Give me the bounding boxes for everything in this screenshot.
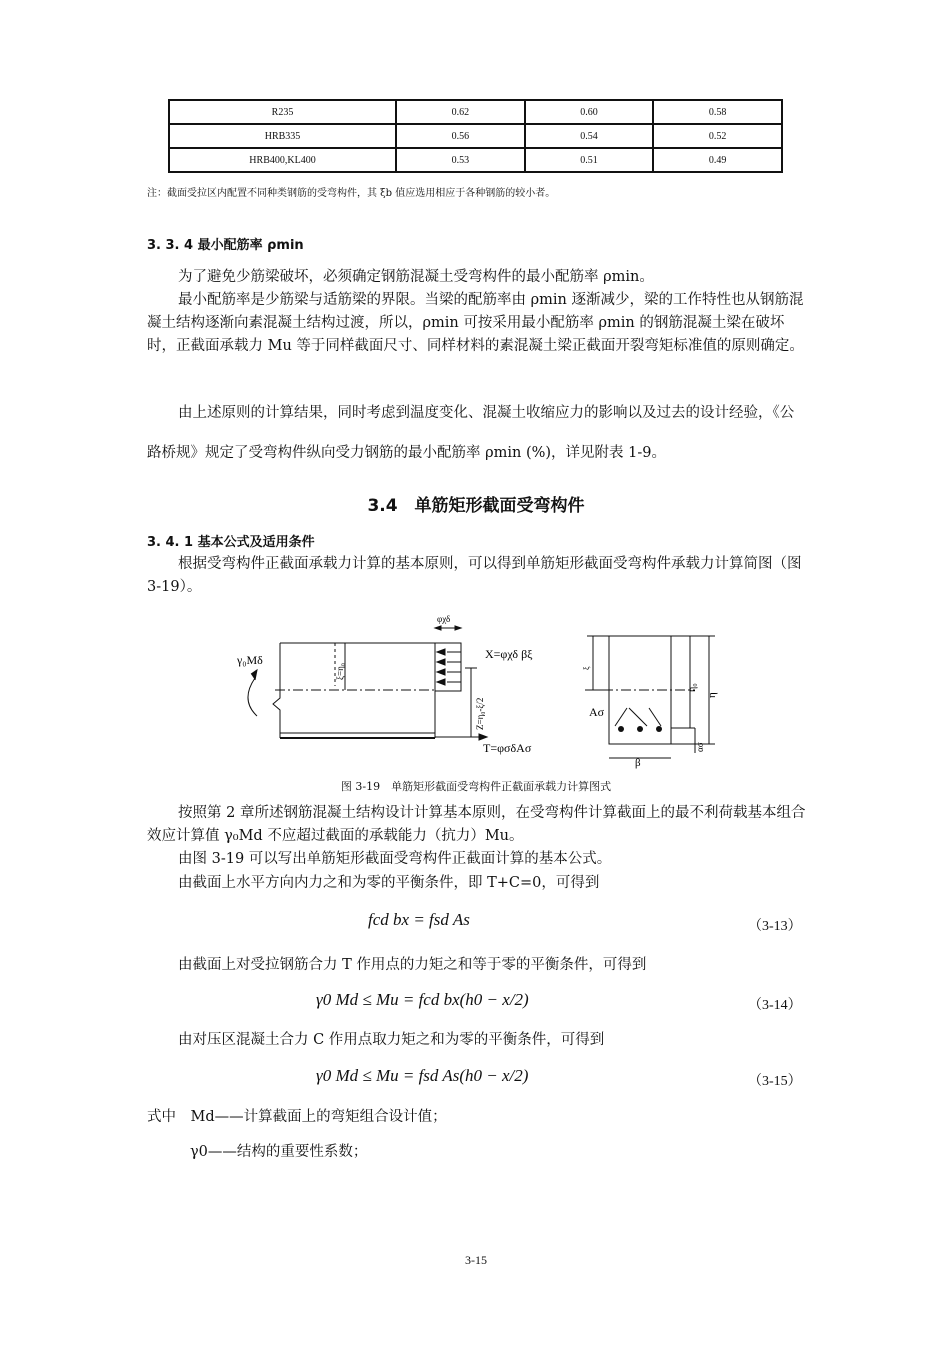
label-top-width: φχδ [437,614,451,624]
label-lever-arm: Z=η₀-ξ/2 [475,697,485,730]
table-cell: 0.58 [653,100,782,124]
section-3-3-4: 3. 3. 4 最小配筋率 ρmin [147,238,304,253]
table-cell: 0.53 [396,148,525,172]
equation-3-14: γ0 Md ≤ Mu = fcd bx(h0 − x/2) [316,990,529,1009]
label-width: β [635,757,641,769]
label-compression-depth: ξ [582,666,591,670]
table-cell: R235 [169,100,396,124]
paragraph-8: 由截面上对受拉钢筋合力 T 作用点的力矩之和等于零的平衡条件，可得到 [178,957,647,973]
paragraph-4: 根据受弯构件正截面承载力计算的基本原则，可以得到单筋矩形截面受弯构件承载力计算简图（图 3-19）。 [147,556,802,595]
label-compression: X=φχδ βξ [485,647,533,661]
table-cell: 0.56 [396,124,525,148]
paragraph-5: 按照第 2 章所述钢筋混凝土结构设计计算基本原则，在受弯构件计算截面上的最不利荷载基本组合效应计算值 γ₀Md 不应超过截面的承载能力（抗力）Mu。 [147,805,806,844]
table-cell: 0.51 [525,148,654,172]
rebars [618,726,662,732]
equation-3-15: γ0 Md ≤ Mu = fsd As(h0 − x/2) [316,1066,529,1085]
table-cell: 0.62 [396,100,525,124]
table-row [169,148,782,172]
cross-section [585,636,715,758]
definition-md: 式中 Md——计算截面上的弯矩组合设计值； [147,1109,447,1125]
figure-3-19 [225,608,725,776]
section-heading-3-4: 3.4 单筋矩形截面受弯构件 [367,496,585,516]
table-cell: 0.52 [653,124,782,148]
steel-ratio-table [168,99,783,173]
table-cell: 0.49 [653,148,782,172]
equation-number-3-15: （3-15） [748,1074,802,1089]
definition-gamma0: γ0——结构的重要性系数； [190,1144,368,1160]
label-steel-area: Aσ [589,705,605,719]
label-moment: γ₀Mδ [237,653,263,667]
paragraph-3: 由上述原则的计算结果，同时考虑到温度变化、混凝土收缩应力的影响以及过去的设计经验，《公路桥规》规定了受弯构件纵向受力钢筋的最小配筋率 ρmin (%)，详见附表 1-9。 [147,405,795,461]
label-effective-height: η₀ [687,683,698,692]
equation-3-13: fcd bx = fsd As [368,910,470,929]
table-cell: 0.54 [525,124,654,148]
table-note: 注：截面受拉区内配置不同种类钢筋的受弯构件，其 ξb 值应选用相应于各种钢筋的较小者。 [147,188,556,199]
section-3-4-1: 3. 4. 1 基本公式及适用条件 [147,535,315,550]
table-cell: HRB335 [169,124,396,148]
table-row [169,124,782,148]
paragraph-2: 最小配筋率是少筋梁与适筋梁的界限。当梁的配筋率由 ρmin 逐渐减少，梁的工作特性也从钢筋混凝土结构逐渐向素混凝土结构过渡，所以，ρmin 可按采用最小配筋率 ρmin 的钢筋混凝土梁在破坏时，正截面承载力 Mu 等于同样截面尺寸、同样材料的素混凝土梁正截面开裂弯矩标准值的原则确定。 [147,292,804,354]
label-tension: T=φσδAσ [483,741,532,755]
page-number: 3-15 [465,1253,487,1267]
paragraph-1: 为了避免少筋梁破坏，必须确定钢筋混凝土受弯构件的最小配筋率 ρmin。 [178,269,654,285]
table-cell: 0.60 [525,100,654,124]
equation-number-3-13: （3-13） [748,919,802,934]
label-height-left: ξ=η₀ [335,663,345,680]
table-cell: HRB400,KL400 [169,148,396,172]
table-row [169,100,782,124]
paragraph-6: 由图 3-19 可以写出单筋矩形截面受弯构件正截面计算的基本公式。 [178,851,612,867]
table-body [169,100,782,172]
figure-caption: 图 3-19 单筋矩形截面受弯构件正截面承载力计算图式 [340,780,612,793]
paragraph-7: 由截面上水平方向内力之和为零的平衡条件，即 T+C=0，可得到 [178,875,600,891]
label-height: η [706,692,718,698]
beam-elevation [248,643,435,738]
equation-number-3-14: （3-14） [748,998,802,1013]
label-cover: ασ [695,742,705,752]
paragraph-9: 由对压区混凝土合力 C 作用点取力矩之和为零的平衡条件，可得到 [178,1032,605,1048]
